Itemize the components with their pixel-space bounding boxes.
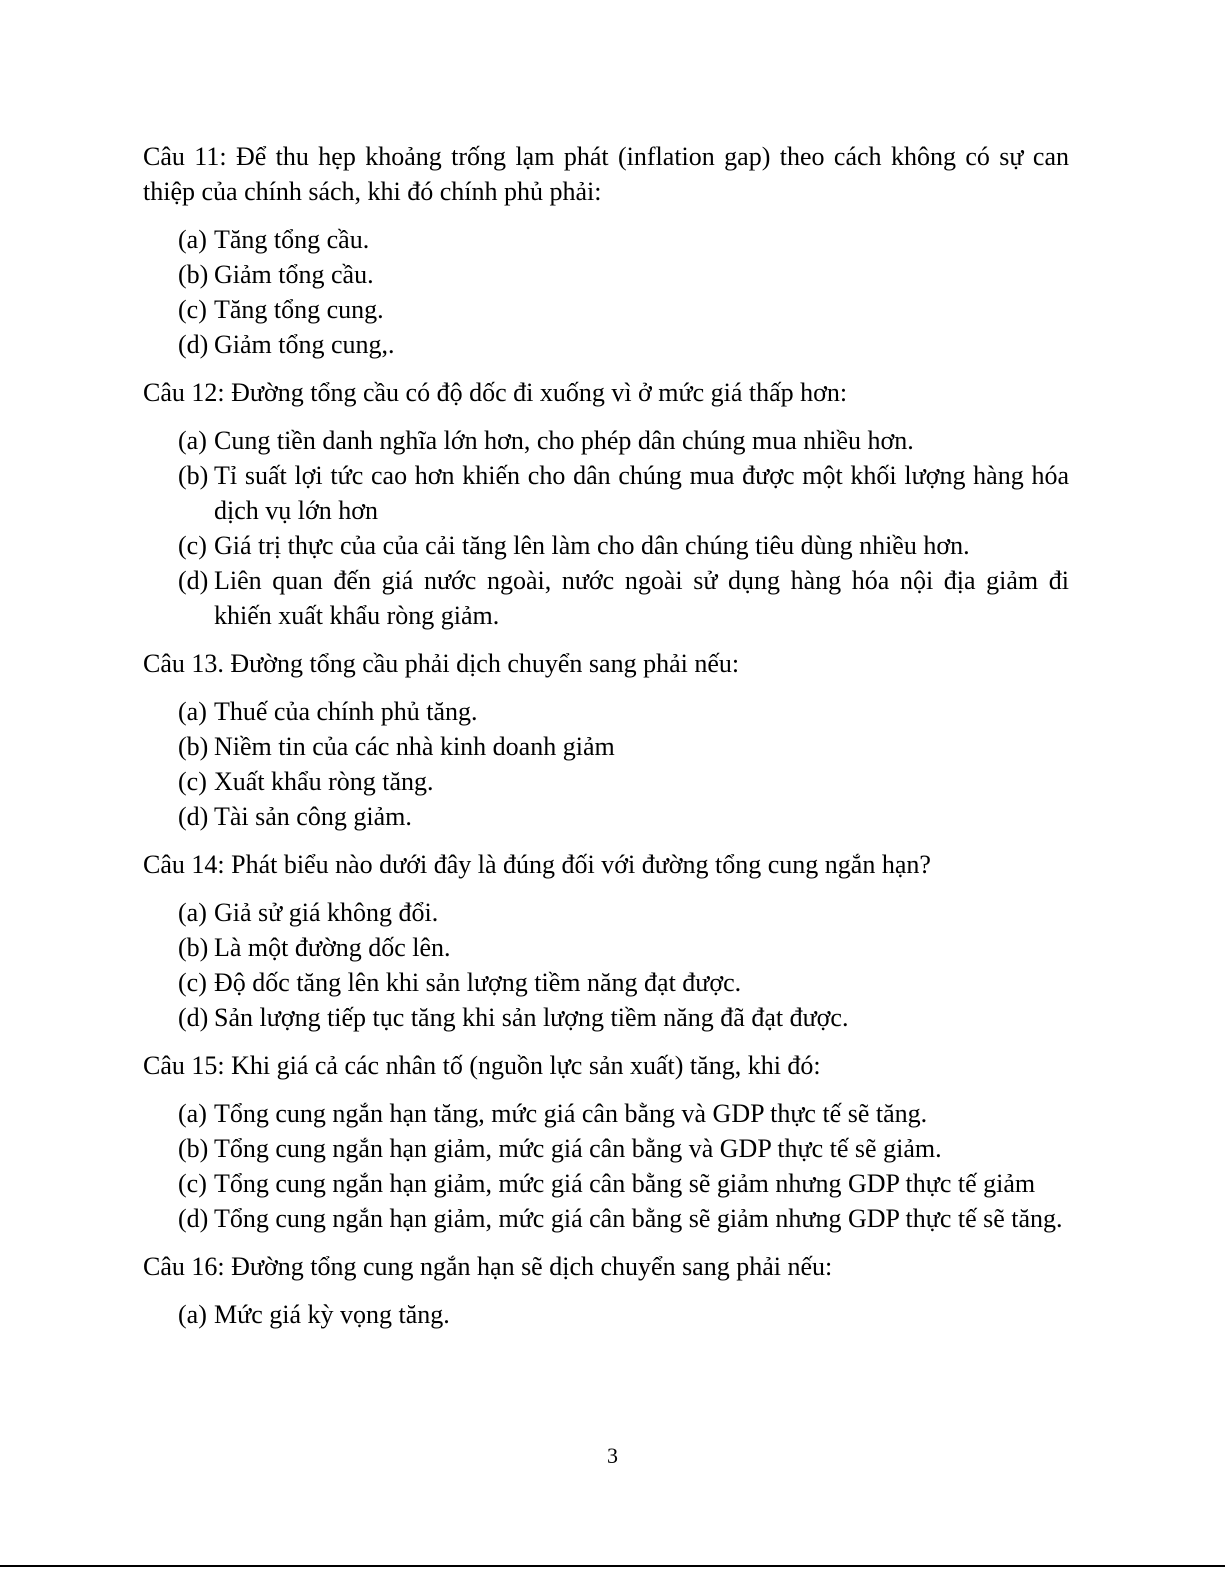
option-text: Tài sản công giảm. — [214, 802, 412, 831]
option-item — [178, 1201, 1069, 1236]
question-block — [143, 1048, 1069, 1236]
option-text: Sản lượng tiếp tục tăng khi sản lượng tiềm năng đã đạt được. — [214, 1003, 849, 1032]
option-item — [178, 257, 1069, 292]
option-text: Là một đường dốc lên. — [214, 933, 451, 962]
question-block — [143, 375, 1069, 633]
option-list — [143, 423, 1069, 633]
option-item — [178, 1131, 1069, 1166]
option-text: Tổng cung ngắn hạn giảm, mức giá cân bằng và GDP thực tế sẽ giảm. — [214, 1134, 942, 1163]
option-text: Tăng tổng cầu. — [214, 225, 370, 254]
question-block — [143, 139, 1069, 362]
page-number: 3 — [607, 1443, 618, 1468]
option-text: Thuế của chính phủ tăng. — [214, 697, 478, 726]
option-marker: (c) — [178, 1169, 207, 1198]
option-item — [178, 1096, 1069, 1131]
option-marker: (a) — [178, 1099, 207, 1128]
option-item — [178, 799, 1069, 834]
option-text: Giảm tổng cầu. — [214, 260, 374, 289]
option-item — [178, 764, 1069, 799]
question-block — [143, 1249, 1069, 1332]
option-marker: (d) — [178, 1003, 209, 1032]
option-list — [143, 222, 1069, 362]
option-text: Giảm tổng cung,. — [214, 330, 395, 359]
page-bottom-rule — [0, 1565, 1225, 1567]
question-text: Câu 16: Đường tổng cung ngắn hạn sẽ dịch chuyển sang phải nếu: — [143, 1252, 833, 1281]
option-text: Cung tiền danh nghĩa lớn hơn, cho phép dân chúng mua nhiều hơn. — [214, 426, 914, 455]
option-item — [178, 694, 1069, 729]
option-item — [178, 965, 1069, 1000]
question-text: Câu 14: Phát biểu nào dưới đây là đúng đối với đường tổng cung ngắn hạn? — [143, 850, 931, 879]
option-text: Xuất khẩu ròng tăng. — [214, 767, 434, 796]
option-item — [178, 1000, 1069, 1035]
option-marker: (c) — [178, 767, 207, 796]
option-marker: (a) — [178, 697, 207, 726]
option-list — [143, 895, 1069, 1035]
option-list — [143, 694, 1069, 834]
option-item — [178, 895, 1069, 930]
option-marker: (b) — [178, 461, 209, 490]
option-item — [178, 930, 1069, 965]
option-item — [178, 1166, 1069, 1201]
question-block — [143, 847, 1069, 1035]
option-marker: (b) — [178, 1134, 209, 1163]
option-text: Tổng cung ngắn hạn giảm, mức giá cân bằng sẽ giảm nhưng GDP thực tế sẽ tăng. — [214, 1204, 1063, 1233]
option-item — [178, 729, 1069, 764]
option-marker: (c) — [178, 968, 207, 997]
option-text: Niềm tin của các nhà kinh doanh giảm — [214, 732, 615, 761]
option-marker: (a) — [178, 898, 207, 927]
option-item — [178, 423, 1069, 458]
option-marker: (a) — [178, 426, 207, 455]
option-marker: (b) — [178, 260, 209, 289]
question-text: Câu 11: Để thu hẹp khoảng trống lạm phát (inflation gap) theo cách không có sự can thiệp của chính sách, khi đó chính phủ phải: — [143, 142, 1069, 206]
question-block — [143, 646, 1069, 834]
option-item — [178, 563, 1069, 633]
option-text: Tăng tổng cung. — [214, 295, 384, 324]
option-list — [143, 1096, 1069, 1236]
option-text: Liên quan đến giá nước ngoài, nước ngoài sử dụng hàng hóa nội địa giảm đi khiến xuất khẩu ròng giảm. — [214, 566, 1069, 630]
option-marker: (a) — [178, 1300, 207, 1329]
option-marker: (d) — [178, 330, 209, 359]
option-item — [178, 222, 1069, 257]
question-text: Câu 15: Khi giá cả các nhân tố (nguồn lực sản xuất) tăng, khi đó: — [143, 1051, 821, 1080]
option-marker: (b) — [178, 732, 209, 761]
option-text: Tổng cung ngắn hạn giảm, mức giá cân bằng sẽ giảm nhưng GDP thực tế giảm — [214, 1169, 1036, 1198]
option-text: Mức giá kỳ vọng tăng. — [214, 1300, 450, 1329]
option-text: Tỉ suất lợi tức cao hơn khiến cho dân chúng mua được một khối lượng hàng hóa dịch vụ lớn hơn — [214, 461, 1069, 525]
option-marker: (b) — [178, 933, 209, 962]
question-text: Câu 13. Đường tổng cầu phải dịch chuyển sang phải nếu: — [143, 649, 740, 678]
option-text: Độ dốc tăng lên khi sản lượng tiềm năng đạt được. — [214, 968, 742, 997]
option-marker: (d) — [178, 1204, 209, 1233]
option-marker: (d) — [178, 566, 209, 595]
option-marker: (c) — [178, 531, 207, 560]
option-list — [143, 1297, 1069, 1332]
option-text: Giá trị thực của của cải tăng lên làm cho dân chúng tiêu dùng nhiều hơn. — [214, 531, 970, 560]
option-text: Tổng cung ngắn hạn tăng, mức giá cân bằng và GDP thực tế sẽ tăng. — [214, 1099, 928, 1128]
option-marker: (a) — [178, 225, 207, 254]
option-item — [178, 292, 1069, 327]
question-text: Câu 12: Đường tổng cầu có độ dốc đi xuống vì ở mức giá thấp hơn: — [143, 378, 848, 407]
option-item — [178, 1297, 1069, 1332]
option-marker: (d) — [178, 802, 209, 831]
option-item — [178, 528, 1069, 563]
option-item — [178, 327, 1069, 362]
question-list — [143, 139, 1069, 1345]
option-item — [178, 458, 1069, 528]
option-marker: (c) — [178, 295, 207, 324]
option-text: Giả sử giá không đổi. — [214, 898, 439, 927]
